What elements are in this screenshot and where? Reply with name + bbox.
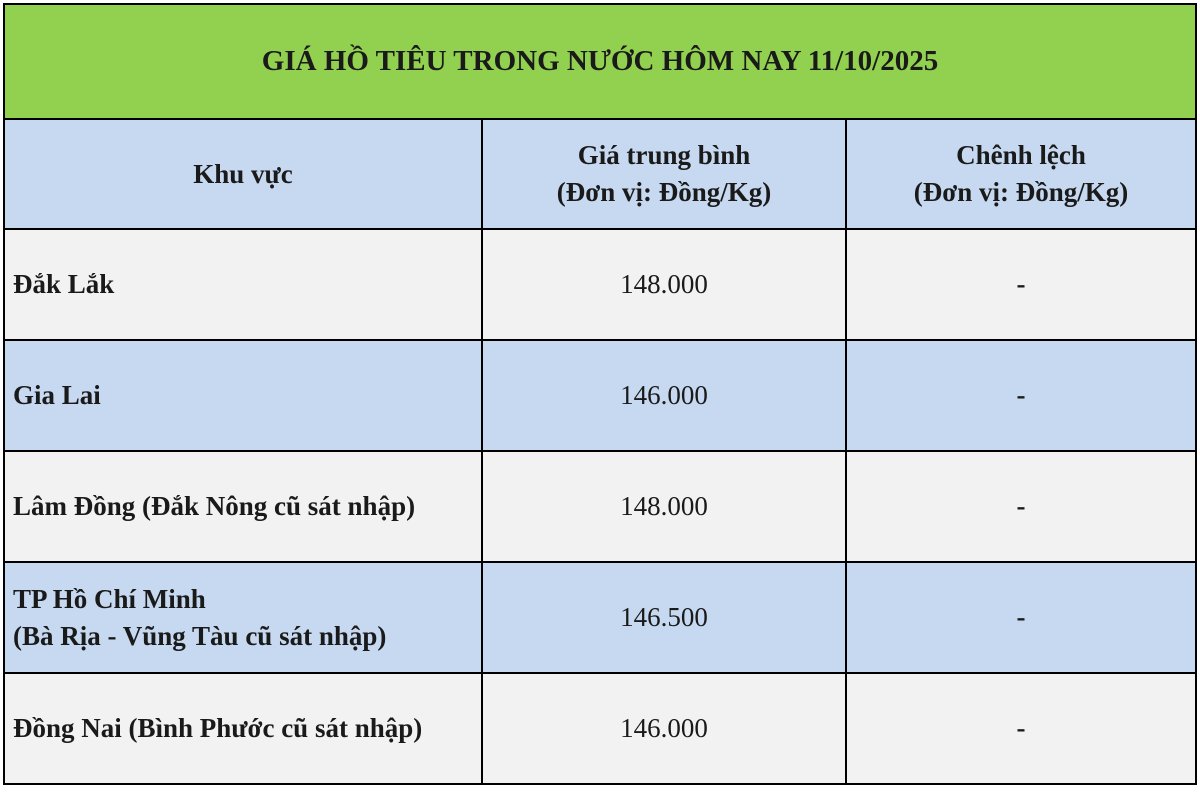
table-title: GIÁ HỒ TIÊU TRONG NƯỚC HÔM NAY 11/10/2025 [4,4,1196,119]
difference-cell: - [846,673,1196,784]
table-row [4,451,1196,562]
difference-cell: - [846,229,1196,340]
difference-cell: - [846,562,1196,673]
table-row [4,562,1196,673]
header-difference: Chênh lệch (Đơn vị: Đồng/Kg) [846,119,1196,229]
price-cell: 148.000 [482,229,846,340]
header-row [4,119,1196,229]
pepper-price-table [3,3,1197,785]
price-cell: 146.000 [482,340,846,451]
price-table-container [3,3,1195,796]
table-row [4,673,1196,784]
table-row [4,340,1196,451]
region-cell: Đồng Nai (Bình Phước cũ sát nhập) [4,673,482,784]
region-cell: Gia Lai [4,340,482,451]
price-cell: 146.500 [482,562,846,673]
price-cell: 148.000 [482,451,846,562]
difference-cell: - [846,340,1196,451]
region-cell: TP Hồ Chí Minh (Bà Rịa - Vũng Tàu cũ sát nhập) [4,562,482,673]
header-average-price: Giá trung bình (Đơn vị: Đồng/Kg) [482,119,846,229]
region-cell: Lâm Đồng (Đắk Nông cũ sát nhập) [4,451,482,562]
region-cell: Đắk Lắk [4,229,482,340]
header-region: Khu vực [4,119,482,229]
difference-cell: - [846,451,1196,562]
table-row [4,229,1196,340]
price-cell: 146.000 [482,673,846,784]
